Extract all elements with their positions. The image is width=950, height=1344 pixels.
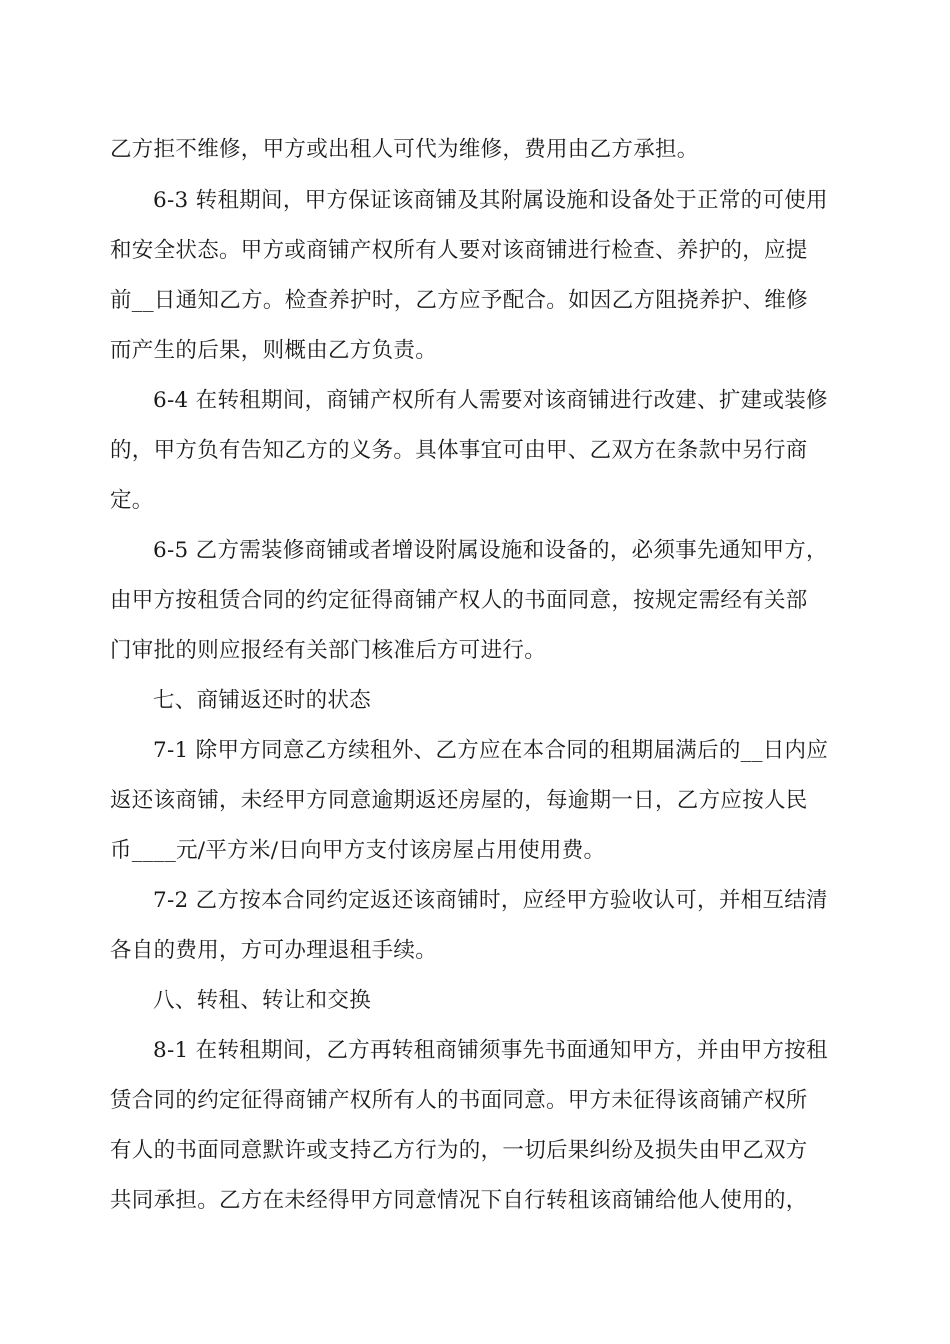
text-line: 由甲方按租赁合同的约定征得商铺产权人的书面同意，按规定需经有关部: [110, 588, 808, 613]
text-line: 的，甲方负有告知乙方的义务。具体事宜可由甲、乙双方在条款中另行商: [110, 438, 808, 463]
text-line: 和安全状态。甲方或商铺产权所有人要对该商铺进行检查、养护的，应提: [110, 238, 808, 263]
text-line: 而产生的后果，则概由乙方负责。: [110, 338, 438, 363]
text-line: 7-1 除甲方同意乙方续租外、乙方应在本合同的租期届满后的__日内应: [153, 738, 829, 763]
text-line: 共同承担。乙方在未经得甲方同意情况下自行转租该商铺给他人使用的，: [110, 1188, 808, 1213]
text-line: 返还该商铺，未经甲方同意逾期返还房屋的，每逾期一日，乙方应按人民: [110, 788, 808, 813]
text-line: 赁合同的约定征得商铺产权所有人的书面同意。甲方未征得该商铺产权所: [110, 1088, 808, 1113]
section-heading: 七、商铺返还时的状态: [153, 688, 372, 713]
text-line: 乙方拒不维修，甲方或出租人可代为维修，费用由乙方承担。: [110, 137, 699, 162]
text-line: 6-3 转租期间，甲方保证该商铺及其附属设施和设备处于正常的可使用: [153, 188, 828, 213]
text-line: 币____元/平方米/日向甲方支付该房屋占用使用费。: [110, 838, 606, 863]
text-line: 6-5 乙方需装修商铺或者增设附属设施和设备的，必须事先通知甲方，: [153, 538, 828, 563]
text-line: 8-1 在转租期间，乙方再转租商铺须事先书面通知甲方，并由甲方按租: [153, 1038, 828, 1063]
text-line: 有人的书面同意默许或支持乙方行为的，一切后果纠纷及损失由甲乙双方: [110, 1138, 808, 1163]
text-line: 6-4 在转租期间，商铺产权所有人需要对该商铺进行改建、扩建或装修: [153, 388, 828, 413]
text-line: 定。: [110, 488, 154, 513]
text-line: 门审批的则应报经有关部门核准后方可进行。: [110, 638, 547, 663]
text-line: 前__日通知乙方。检查养护时，乙方应予配合。如因乙方阻挠养护、维修: [110, 288, 808, 313]
text-line: 各自的费用，方可办理退租手续。: [110, 938, 438, 963]
section-heading: 八、转租、转让和交换: [153, 988, 372, 1013]
text-line: 7-2 乙方按本合同约定返还该商铺时，应经甲方验收认可，并相互结清: [153, 888, 828, 913]
